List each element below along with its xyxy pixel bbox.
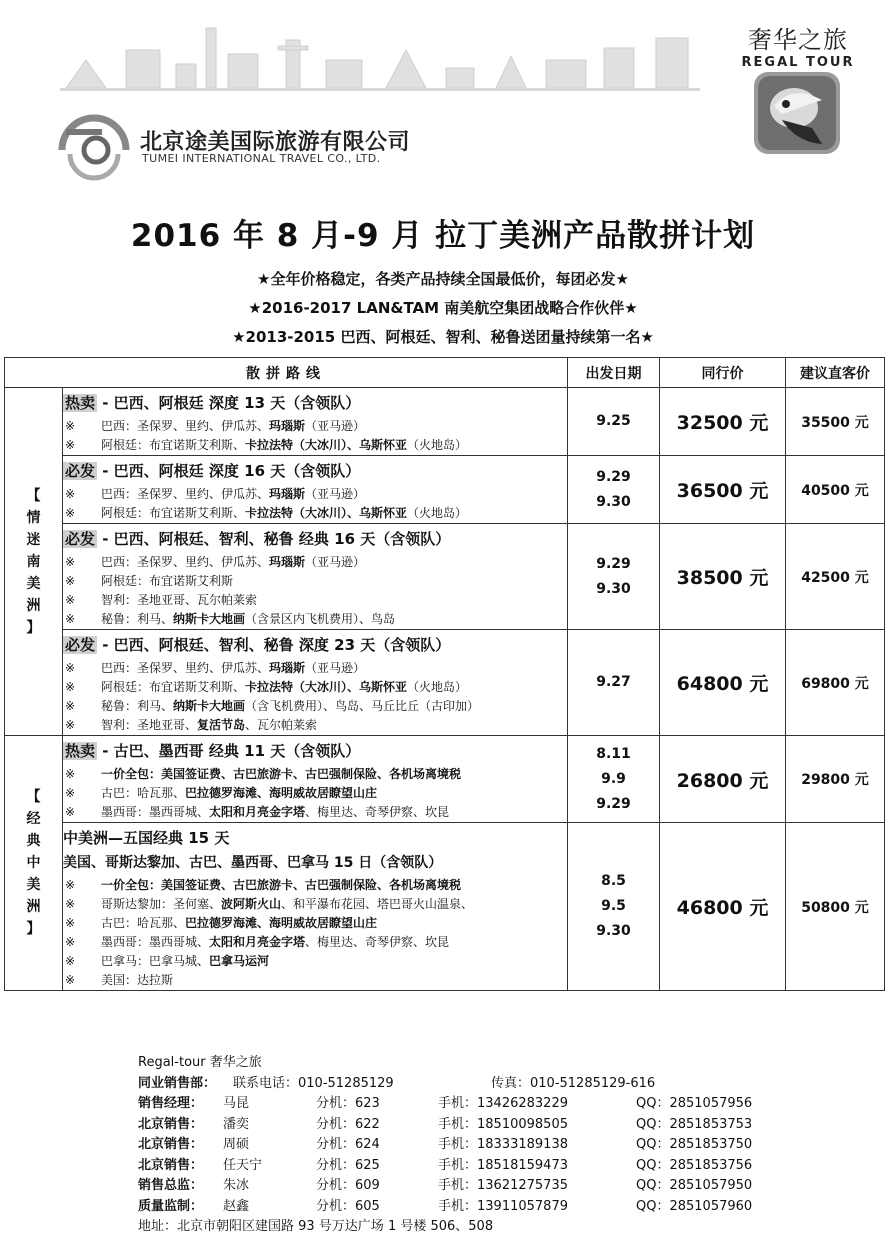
departure-date: 9.29 [596, 468, 631, 485]
itinerary-highlight: 卡拉法特（大冰川）、乌斯怀亚 [245, 438, 408, 452]
region-char: 洲 [26, 597, 41, 614]
bullet-mark: ※ [65, 699, 76, 713]
itinerary-line [63, 784, 567, 803]
route-cell [63, 388, 568, 456]
table-row [5, 823, 885, 991]
departure-date: 9.9 [601, 770, 626, 787]
bullet-mark: ※ [65, 916, 76, 930]
retail-price: 50800 元 [786, 823, 885, 991]
product-title [63, 528, 567, 549]
contact-brand: Regal-tour 奢华之旅 [138, 1055, 262, 1070]
itinerary-rest: （亚马逊） [305, 555, 366, 569]
itinerary-rest: （亚马逊） [305, 487, 366, 501]
itinerary-line [63, 952, 567, 971]
bullet-mark: ※ [65, 680, 76, 694]
bullet-mark: ※ [65, 661, 76, 675]
itinerary-highlight: 复活节岛 [197, 718, 246, 732]
itinerary-text: 古巴：哈瓦那、 [101, 786, 186, 800]
table-row [5, 388, 885, 456]
region-char: 【 [26, 789, 41, 805]
departure-date: 8.11 [596, 745, 631, 762]
region-char: 经 [26, 811, 41, 827]
bullet-mark: ※ [65, 718, 76, 732]
itinerary-rest: 、瓦尔帕莱索 [245, 718, 318, 732]
itinerary-text: 阿根廷：布宜诺斯艾利斯、 [101, 506, 246, 520]
itinerary-rest: 、梅里达、奇琴伊察、坎昆 [305, 935, 450, 949]
staff-name: 潘奕 [223, 1116, 250, 1132]
company-name-cn: 北京途美国际旅游有限公司 [140, 130, 411, 155]
itinerary-highlight: 玛瑙斯 [269, 419, 306, 433]
staff-role: 北京销售： [138, 1157, 204, 1173]
staff-ext: 分机：622 [316, 1116, 380, 1132]
slogan-1: ★全年价格稳定，各类产品持续全国最低价，每团必发★ [257, 270, 629, 288]
city-skyline-illustration [56, 20, 696, 90]
retail-price: 69800 元 [786, 630, 885, 736]
product-tag: 热卖 [65, 742, 96, 760]
itinerary-line [63, 417, 567, 436]
itinerary-line [63, 591, 567, 610]
departure-date: 8.5 [601, 873, 626, 889]
staff-qq: QQ：2851853756 [636, 1157, 753, 1173]
departure-date: 9.29 [596, 555, 631, 572]
itinerary-line [63, 914, 567, 933]
header-retail-price: 建议直客价 [786, 358, 885, 388]
itinerary-text: 哥斯达黎加：圣何塞、 [101, 897, 222, 911]
staff-name: 任天宁 [223, 1157, 263, 1173]
departure-dates [568, 823, 660, 991]
product-title [63, 740, 567, 761]
staff-role: 北京销售： [138, 1137, 204, 1152]
staff-role: 质量监制： [138, 1198, 204, 1214]
table-row [5, 630, 885, 736]
staff-mobile: 手机：13911057879 [438, 1198, 568, 1214]
route-cell [63, 630, 568, 736]
itinerary-line [63, 659, 567, 678]
itinerary-highlight: 纳斯卡大地画 [173, 612, 246, 626]
product-name: - 巴西、阿根廷 深度 13 天（含领队） [97, 394, 361, 412]
itinerary-line [63, 485, 567, 504]
product-tag: 必发 [65, 530, 96, 548]
staff-name: 周硕 [223, 1137, 250, 1152]
retail-price: 29800 元 [786, 736, 885, 823]
staff-ext: 分机：624 [316, 1137, 380, 1152]
sales-dept-label: 同业销售部： [138, 1075, 217, 1091]
departure-date: 9.30 [596, 923, 631, 939]
itinerary-highlight: 巴拉德罗海滩、海明威故居瞭望山庄 [185, 786, 378, 800]
staff-role: 北京销售： [138, 1116, 204, 1132]
departure-date: 9.25 [596, 413, 631, 429]
retail-price: 40500 元 [786, 456, 885, 524]
trade-price: 64800 元 [660, 630, 786, 736]
region-char: 【 [26, 487, 41, 504]
bullet-mark: ※ [65, 506, 76, 520]
office-address: 地址：北京市朝阳区建国路 93 号万达广场 1 号楼 506、508 [138, 1219, 494, 1234]
itinerary-text: 巴西：圣保罗、里约、伊瓜苏、 [101, 419, 270, 433]
regal-tour-cn-name: 奢华之旅 [748, 26, 848, 54]
itinerary-text: 墨西哥：墨西哥城、 [101, 935, 210, 949]
trade-price: 32500 元 [660, 388, 786, 456]
itinerary-line [63, 803, 567, 822]
departure-dates [568, 388, 660, 456]
itinerary-highlight: 卡拉法特（大冰川）、乌斯怀亚 [245, 680, 408, 694]
region-label [5, 388, 63, 736]
page-title: 2016 年 8 月-9 月 拉丁美洲产品散拼计划 [130, 218, 756, 254]
itinerary-rest: （火地岛） [407, 438, 468, 452]
itinerary-text: 古巴：哈瓦那、 [101, 916, 186, 930]
staff-ext: 分机：625 [316, 1157, 380, 1173]
header-trade-price: 同行价 [660, 358, 786, 388]
region-char: 情 [26, 509, 41, 526]
staff-ext: 分机：623 [316, 1096, 380, 1111]
departure-dates [568, 456, 660, 524]
header-route: 散拼路线 [5, 358, 568, 388]
itinerary-rest: （火地岛） [407, 506, 468, 520]
staff-qq: QQ：2851057956 [636, 1096, 753, 1111]
staff-ext: 分机：609 [316, 1178, 380, 1193]
itinerary-line [63, 610, 567, 629]
product-tag: 必发 [65, 636, 96, 654]
product-name: 中美洲—五国经典 15 天 [63, 829, 230, 847]
staff-qq: QQ：2851853753 [636, 1116, 753, 1132]
region-char: 典 [26, 833, 41, 849]
table-row [5, 456, 885, 524]
itinerary-highlight: 玛瑙斯 [269, 661, 306, 675]
table-body [5, 388, 885, 991]
table-row [5, 524, 885, 630]
region-label [5, 736, 63, 991]
itinerary-line [63, 876, 567, 895]
product-tag: 必发 [65, 462, 96, 480]
itinerary-text: 智利：圣地亚哥、瓦尔帕莱索 [101, 593, 258, 607]
region-char: 】 [26, 921, 41, 937]
product-name: - 古巴、墨西哥 经典 11 天（含领队） [97, 742, 361, 760]
itinerary-highlight: 一价全包：美国签证费、古巴旅游卡、古巴强制保险、各机场离境税 [101, 878, 462, 892]
trade-price: 38500 元 [660, 524, 786, 630]
bullet-mark: ※ [65, 935, 76, 949]
table-row [5, 736, 885, 823]
itinerary-text: 智利：圣地亚哥、 [101, 718, 198, 732]
itinerary-line [63, 716, 567, 735]
itinerary-line [63, 553, 567, 572]
departure-date: 9.30 [596, 580, 631, 597]
bullet-mark: ※ [65, 555, 76, 569]
staff-mobile: 手机：13621275735 [438, 1178, 568, 1193]
staff-mobile: 手机：18333189138 [438, 1137, 568, 1152]
tumei-logo-icon [56, 110, 134, 188]
itinerary-line [63, 697, 567, 716]
departure-dates [568, 524, 660, 630]
company-name-en: TUMEI INTERNATIONAL TRAVEL CO., LTD. [142, 152, 381, 165]
region-char: 美 [26, 575, 41, 592]
itinerary-line [63, 933, 567, 952]
itinerary-line [63, 504, 567, 523]
route-cell [63, 823, 568, 991]
itinerary-highlight: 玛瑙斯 [269, 555, 306, 569]
retail-price: 35500 元 [786, 388, 885, 456]
regal-tour-brand [728, 20, 868, 70]
itinerary-text: 巴西：圣保罗、里约、伊瓜苏、 [101, 487, 270, 501]
itinerary-text: 巴拿马：巴拿马城、 [101, 954, 210, 968]
product-title [63, 460, 567, 481]
staff-role: 销售总监： [138, 1178, 204, 1193]
departure-date: 9.29 [596, 795, 631, 812]
product-title [63, 392, 567, 413]
staff-mobile: 手机：18510098505 [438, 1116, 568, 1132]
itinerary-highlight: 卡拉法特（大冰川）、乌斯怀亚 [245, 506, 408, 520]
region-char: 洲 [26, 899, 41, 915]
toucan-logo-icon [752, 70, 842, 156]
region-char: 迷 [26, 531, 41, 548]
departure-date: 9.5 [601, 898, 626, 914]
product-tag: 热卖 [65, 394, 96, 412]
itinerary-text: 巴西：圣保罗、里约、伊瓜苏、 [101, 661, 270, 675]
itinerary-text: 秘鲁：利马、 [101, 699, 174, 713]
region-char: 中 [26, 855, 41, 871]
product-schedule-table [4, 357, 885, 991]
staff-name: 马昆 [223, 1096, 250, 1111]
itinerary-rest: （火地岛） [407, 680, 468, 694]
departure-dates [568, 736, 660, 823]
staff-qq: QQ：2851057950 [636, 1178, 753, 1193]
bullet-mark: ※ [65, 897, 76, 911]
departure-date: 9.30 [596, 493, 631, 510]
itinerary-rest: （亚马逊） [305, 419, 366, 433]
departure-date: 9.27 [596, 674, 631, 690]
trade-price: 46800 元 [660, 823, 786, 991]
slogan-2: ★2016-2017 LAN&TAM 南美航空集团战略合作伙伴★ [248, 299, 638, 317]
route-cell [63, 736, 568, 823]
itinerary-rest: （含景区内飞机费用）、鸟岛 [245, 612, 396, 626]
product-name: - 巴西、阿根廷、智利、秘鲁 经典 16 天（含领队） [97, 530, 451, 548]
itinerary-highlight: 波阿斯火山 [221, 897, 282, 911]
product-name: - 巴西、阿根廷 深度 16 天（含领队） [97, 462, 361, 480]
itinerary-text: 秘鲁：利马、 [101, 612, 174, 626]
itinerary-highlight: 太阳和月亮金字塔 [209, 935, 306, 949]
itinerary-highlight: 玛瑙斯 [269, 487, 306, 501]
itinerary-text: 墨西哥：墨西哥城、 [101, 805, 210, 819]
trade-price: 26800 元 [660, 736, 786, 823]
product-subtitle: 美国、哥斯达黎加、古巴、墨西哥、巴拿马 15 日（含领队） [63, 855, 443, 871]
fax-number: 传真：010-51285129-616 [491, 1075, 656, 1091]
bullet-mark: ※ [65, 574, 76, 588]
bullet-mark: ※ [65, 767, 76, 781]
bullet-mark: ※ [65, 593, 76, 607]
bullet-mark: ※ [65, 419, 76, 433]
header-depart-date: 出发日期 [568, 358, 660, 388]
region-char: 南 [26, 553, 41, 570]
product-title [63, 634, 567, 655]
bullet-mark: ※ [65, 973, 76, 987]
bullet-mark: ※ [65, 954, 76, 968]
product-title [63, 827, 567, 848]
region-char: 】 [26, 619, 41, 636]
staff-mobile: 手机：13426283229 [438, 1096, 568, 1111]
bullet-mark: ※ [65, 612, 76, 626]
itinerary-rest: 、梅里达、奇琴伊察、坎昆 [305, 805, 450, 819]
trade-price: 36500 元 [660, 456, 786, 524]
itinerary-line [63, 895, 567, 914]
itinerary-highlight: 巴拿马运河 [209, 954, 270, 968]
itinerary-line [63, 436, 567, 455]
staff-name: 赵鑫 [223, 1198, 250, 1214]
phone-number: 联系电话：010-51285129 [233, 1075, 394, 1091]
itinerary-rest: （含飞机费用）、鸟岛、马丘比丘（古印加） [245, 699, 480, 713]
itinerary-text: 美国：达拉斯 [101, 973, 174, 987]
skyline-base-line [60, 88, 700, 91]
table-header-row [5, 358, 885, 388]
itinerary-highlight: 太阳和月亮金字塔 [209, 805, 306, 819]
staff-role: 销售经理： [138, 1096, 204, 1111]
itinerary-highlight: 巴拉德罗海滩、海明威故居瞭望山庄 [185, 916, 378, 930]
itinerary-line [63, 572, 567, 591]
bullet-mark: ※ [65, 805, 76, 819]
staff-name: 朱冰 [223, 1178, 250, 1193]
bullet-mark: ※ [65, 438, 76, 452]
itinerary-highlight: 纳斯卡大地画 [173, 699, 246, 713]
staff-ext: 分机：605 [316, 1198, 380, 1214]
itinerary-line [63, 678, 567, 697]
itinerary-text: 阿根廷：布宜诺斯艾利斯 [101, 574, 234, 588]
itinerary-text: 阿根廷：布宜诺斯艾利斯、 [101, 680, 246, 694]
itinerary-line [63, 765, 567, 784]
retail-price: 42500 元 [786, 524, 885, 630]
bullet-mark: ※ [65, 487, 76, 501]
itinerary-line [63, 971, 567, 990]
staff-mobile: 手机：18518159473 [438, 1157, 568, 1173]
itinerary-highlight: 一价全包：美国签证费、古巴旅游卡、古巴强制保险、各机场离境税 [101, 767, 462, 781]
itinerary-text: 阿根廷：布宜诺斯艾利斯、 [101, 438, 246, 452]
departure-dates [568, 630, 660, 736]
bullet-mark: ※ [65, 786, 76, 800]
itinerary-rest: 、和平瀑布花园、塔巴哥火山温泉、 [281, 897, 474, 911]
regal-tour-en-name: REGAL TOUR [741, 55, 855, 70]
itinerary-rest: （亚马逊） [305, 661, 366, 675]
region-char: 美 [26, 877, 41, 893]
staff-qq: QQ：2851057960 [636, 1198, 753, 1214]
route-cell [63, 524, 568, 630]
staff-qq: QQ：2851853750 [636, 1137, 753, 1152]
route-cell [63, 456, 568, 524]
product-name: - 巴西、阿根廷、智利、秘鲁 深度 23 天（含领队） [97, 636, 451, 654]
bullet-mark: ※ [65, 878, 76, 892]
itinerary-text: 巴西：圣保罗、里约、伊瓜苏、 [101, 555, 270, 569]
slogan-3: ★2013-2015 巴西、阿根廷、智利、秘鲁送团量持续第一名★ [232, 328, 654, 346]
